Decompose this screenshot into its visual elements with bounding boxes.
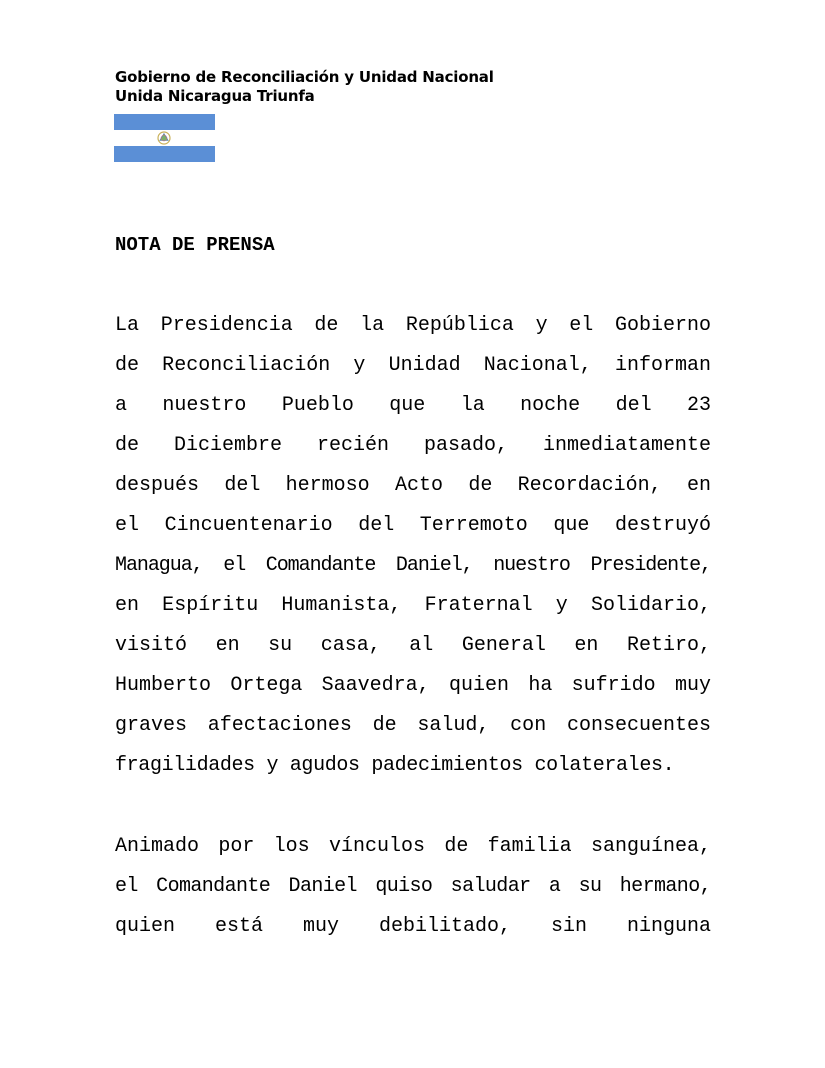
paragraph-1-line: Humberto Ortega Saavedra, quien ha sufrido muy [115,674,711,697]
paragraph-2-line: quien está muy debilitado, sin ninguna [115,915,711,938]
paragraph-1-line: después del hermoso Acto de Recordación, en [115,474,711,497]
paragraph-1-line: fragilidades y agudos padecimientos colaterales. [115,754,675,777]
paragraph-1-line: de Reconciliación y Unidad Nacional, informan [115,354,711,377]
paragraph-1 [115,306,711,786]
paragraph-1-line: de Diciembre recién pasado, inmediatamente [115,434,711,457]
nicaragua-flag-icon [114,114,215,162]
paragraph-1-line: el Cincuentenario del Terremoto que destruyó [115,514,711,537]
paragraph-1-line: en Espíritu Humanista, Fraternal y Solidario, [115,594,711,617]
paragraph-2-line: el Comandante Daniel quiso saludar a su hermano, [115,875,711,898]
paragraph-1-line: visitó en su casa, al General en Retiro, [115,634,711,657]
paragraph-2-line: Animado por los vínculos de familia sanguínea, [115,835,711,858]
paragraph-2 [115,827,711,947]
paragraph-1-line: La Presidencia de la República y el Gobierno [115,314,711,337]
header-line-2: Unida Nicaragua Triunfa [115,87,315,105]
document-title: NOTA DE PRENSA [115,234,275,256]
paragraph-1-line: Managua, el Comandante Daniel, nuestro Presidente, [115,554,711,577]
paragraph-1-line: graves afectaciones de salud, con consecuentes [115,714,711,737]
header-line-1: Gobierno de Reconciliación y Unidad Nacional [115,68,494,86]
paragraph-1-line: a nuestro Pueblo que la noche del 23 [115,394,711,417]
government-header [115,68,494,106]
